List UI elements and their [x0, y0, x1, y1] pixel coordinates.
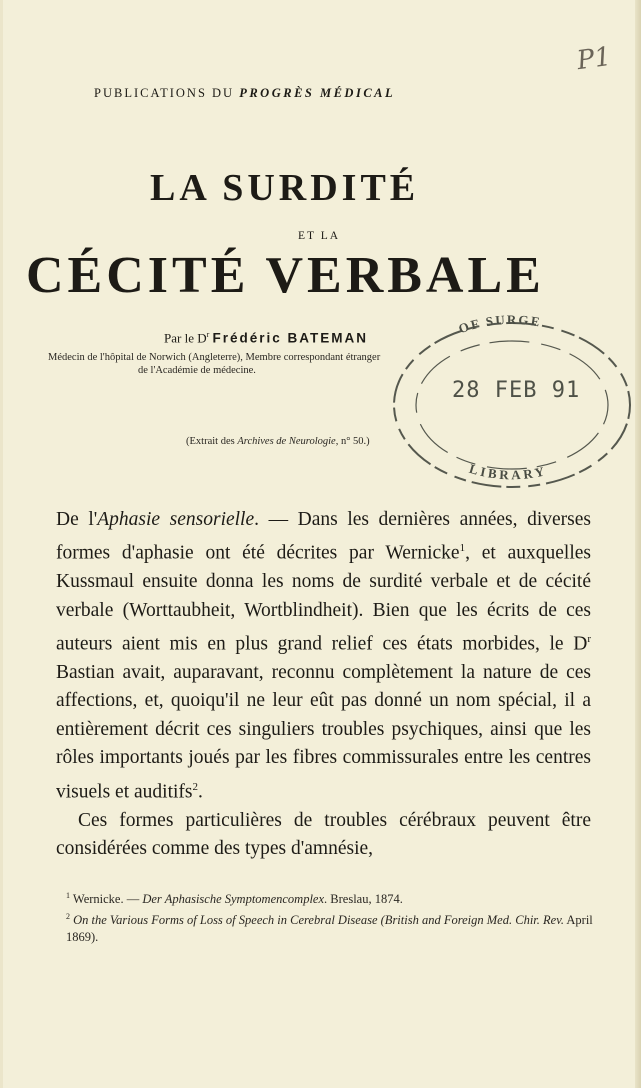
p1-dr-sup: r — [587, 633, 591, 646]
author-affiliation-2: de l'Académie de médecine. — [138, 365, 256, 376]
author-prefix-sup: r — [206, 330, 210, 339]
stamp-date: 28 FEB 91 — [452, 378, 581, 403]
source-journal: Archives de Neurologie — [237, 436, 336, 447]
p1-prefix: De l' — [56, 509, 98, 530]
p1-text-a: . — Dans les dernières années, diverses formes d'aphasie ont été décrites par Wernicke — [56, 509, 591, 564]
publisher-series: PROGRÈS MÉDICAL — [239, 86, 396, 100]
publisher-line — [94, 86, 564, 101]
paragraph-2 — [56, 807, 591, 864]
footnote-1 — [66, 887, 606, 908]
stamp-outer-ring — [394, 323, 630, 487]
fn1-marker: 1 — [66, 891, 70, 900]
p2-text: Ces formes particulières de troubles cérébraux peuvent être considérées comme des types d'amnésie, — [56, 809, 591, 859]
fn1-rest: . Breslau, 1874. — [324, 892, 403, 907]
title-line-2: CÉCITÉ VERBALE — [26, 247, 545, 304]
title-conjunction: ET LA — [298, 230, 341, 242]
footnote-ref-2: 2 — [192, 780, 198, 793]
publisher-prefix: PUBLICATIONS DU — [94, 86, 235, 100]
fn2-rest: April 1869). — [66, 913, 593, 945]
library-stamp — [372, 305, 641, 505]
footnote-ref-1: 1 — [459, 542, 466, 555]
source-open: (Extrait des — [186, 436, 238, 447]
p1-end: . — [197, 781, 203, 803]
fn1-title: Der Aphasische Symptomencomplex — [142, 892, 325, 907]
fn2-title: On the Various Forms of Loss of Speech in Cerebral Disease — [73, 913, 378, 928]
page-right-edge — [635, 0, 641, 1088]
fn1-author: Wernicke. — — [72, 892, 143, 907]
author-byline — [164, 330, 368, 346]
paragraph-1 — [56, 506, 591, 807]
p1-italic-term: Aphasie sensorielle — [97, 509, 255, 530]
fn2-marker: 2 — [66, 912, 70, 922]
source-citation — [186, 436, 370, 447]
footnote-2 — [66, 908, 606, 946]
stamp-ring-bottom-text: LIBRARY — [467, 460, 549, 483]
p1-text-c: Bastian avait, auparavant, reconnu complètement la nature de ces affections, et, quoiqu'il ne leur eût pas donné un nom spécial, il a entièrement décrit ces singuliers troubles psychiques, ainsi que les rôles importants joués par les fibres commissurales entre les centres visuels et auditifs — [56, 662, 591, 803]
body-text — [56, 506, 591, 863]
fn2-journal: (British and Foreign Med. Chir. Rev. — [377, 913, 564, 928]
author-affiliation-1: Médecin de l'hôpital de Norwich (Angleterre), Membre correspondant étranger — [48, 352, 381, 363]
p1-text-b: , et auxquelles Kussmaul ensuite donna les noms de surdité verbale et de cécité verbale (Worttaubheit, Wortblindheit). Bien que les écrits de ces auteurs aient mis en plus grand relief ces états morbides, le D — [56, 542, 591, 655]
footnotes — [66, 887, 606, 946]
stamp-ring-top-text: OF SURGE — [456, 312, 543, 337]
stamp-inner-ring — [416, 341, 608, 469]
page-left-edge — [0, 0, 3, 1088]
source-issue: , n° 50.) — [335, 436, 370, 447]
pencil-annotation: P1 — [575, 41, 613, 77]
author-prefix: Par le D — [164, 330, 207, 346]
title-line-1: LA SURDITÉ — [150, 167, 420, 209]
author-name: Frédéric BATEMAN — [212, 330, 369, 346]
